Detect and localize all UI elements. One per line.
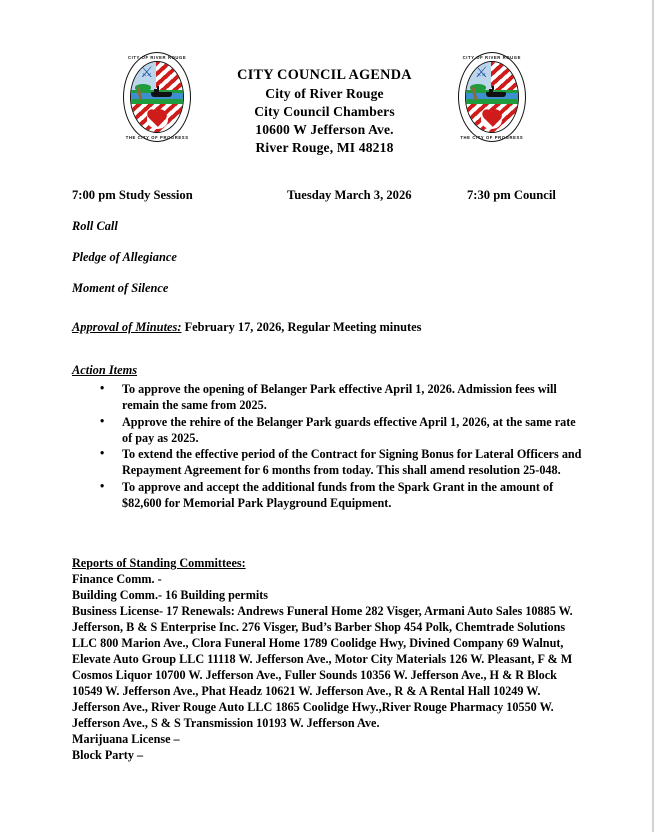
- seal-inner-field: [130, 61, 184, 133]
- agenda-body: [0, 188, 649, 763]
- seal-ship-smokestack: [492, 86, 494, 90]
- approval-of-minutes-label: Approval of Minutes:: [72, 320, 182, 335]
- bullet-icon: •: [100, 478, 105, 493]
- approval-of-minutes-line: [72, 320, 587, 335]
- finance-committee-line: Finance Comm. -: [72, 571, 162, 586]
- seal-bottom-arc-text: THE CITY OF PROGRESS: [125, 134, 189, 140]
- action-item-text: To approve the opening of Belanger Park effective April 1, 2026. Admission fees will remain the same from 2025.: [122, 382, 557, 413]
- header-citystatezip: River Rouge, MI 48218: [255, 139, 394, 155]
- study-session-time: 7:00 pm Study Session: [72, 188, 193, 203]
- meeting-times-row: [72, 188, 587, 203]
- bullet-icon: •: [100, 413, 105, 428]
- agenda-item-moment-of-silence: Moment of Silence: [72, 281, 169, 296]
- action-item-text: To approve and accept the additional funds from the Spark Grant in the amount of $82,600 for Memorial Park Playground Equipment.: [122, 479, 554, 510]
- fleur-de-lis-icon: ⚔: [139, 65, 154, 82]
- header-venue: City Council Chambers: [254, 103, 395, 119]
- city-seal-left-icon: [123, 52, 191, 142]
- business-license-line: Business License- 17 Renewals: Andrews Funeral Home 282 Visger, Armani Auto Sales 10885 W. Jefferson, B & S Enterprise Inc. 276 Visger, Bud’s Barber Shop 454 Polk, Chemtrade Solutions LLC 800 Marion Ave., Clora Funeral Home 1789 Coolidge Hwy, Divined Company 69 Walnut, Elevate Auto Group LLC 11118 W. Jefferson Ave., Motor City Materials 126 W. Pleasant, F & M Cosmos Liquor 10700 W. Jefferson Ave., Fuller Sounds 10356 W. Jefferson Ave., H & R Block 10549 W. Jefferson Ave., Phat Headz 10621 W. Jefferson Ave., R & A Rental Hall 10249 W. Jefferson Ave., River Rouge Auto LLC 1865 Coolidge Hwy.,River Rouge Pharmacy 10550 W. Jefferson Ave., S & S Transmission 10193 W. Jefferson Ave.: [72, 603, 573, 730]
- seal-inner-field: [465, 61, 519, 133]
- list-item: [100, 478, 587, 512]
- agenda-item-pledge-of-allegiance: Pledge of Allegiance: [72, 250, 177, 265]
- action-item-text: To extend the effective period of the Contract for Signing Bonus for Lateral Officers and Repayment Agreement for 6 months from today. This shall amend resolution 25-048.: [122, 447, 582, 478]
- page-title: CITY COUNCIL AGENDA: [237, 67, 412, 83]
- agenda-item-roll-call: Roll Call: [72, 219, 118, 234]
- bullet-icon: •: [100, 446, 105, 461]
- block-party-line: Block Party –: [72, 747, 144, 762]
- action-items-list: [72, 382, 587, 511]
- marijuana-license-line: Marijuana License –: [72, 731, 180, 746]
- approval-of-minutes-value: February 17, 2026, Regular Meeting minutes: [184, 320, 422, 335]
- reports-heading: Reports of Standing Committees:: [72, 555, 246, 570]
- reports-of-standing-committees-section: [72, 556, 587, 764]
- seal-ship-smokestack: [157, 86, 159, 90]
- seal-top-arc-text: CITY OF RIVER ROUGE: [127, 54, 187, 60]
- document-header: [0, 0, 649, 156]
- fleur-de-lis-icon: ⚔: [474, 65, 489, 82]
- action-items-heading: Action Items: [72, 363, 138, 378]
- council-time: 7:30 pm Council: [467, 188, 556, 203]
- header-street: 10600 W Jefferson Ave.: [255, 121, 394, 137]
- list-item: [100, 446, 587, 479]
- list-item: [100, 381, 587, 414]
- page-right-rule: [652, 0, 654, 832]
- seal-bottom-arc-text: THE CITY OF PROGRESS: [460, 134, 524, 140]
- list-item: [100, 413, 587, 447]
- page-title-block: [237, 52, 412, 156]
- building-committee-line: Building Comm.- 16 Building permits: [72, 587, 269, 602]
- seal-top-arc-text: CITY OF RIVER ROUGE: [462, 54, 521, 60]
- city-seal-right-icon: [458, 52, 526, 142]
- bullet-icon: •: [100, 381, 105, 396]
- header-city: City of River Rouge: [265, 85, 384, 101]
- meeting-date: Tuesday March 3, 2026: [287, 188, 412, 203]
- action-item-text: Approve the rehire of the Belanger Park guards effective April 1, 2026, at the same rate of pay as 2025.: [122, 414, 576, 445]
